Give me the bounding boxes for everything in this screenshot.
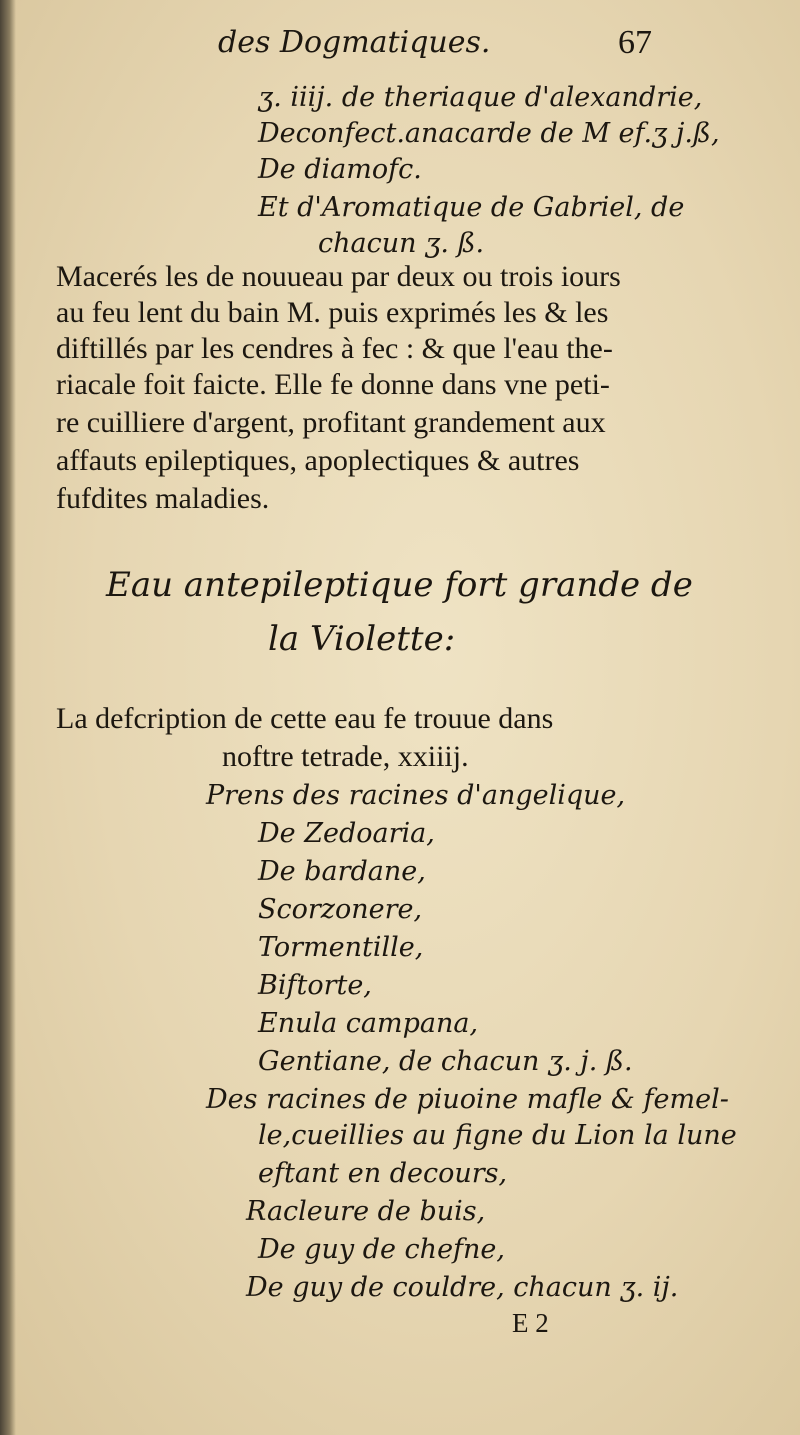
recipe-line: chacun ʒ. ß.: [318, 228, 485, 259]
recipe-line: De bardane,: [258, 856, 426, 887]
recipe-line: Gentiane, de chacun ʒ. j. ß.: [258, 1046, 633, 1077]
recipe-line: Et d'Aromatique de Gabriel, de: [258, 192, 685, 223]
recipe-line: le,cueillies au figne du Lion la lune: [258, 1120, 737, 1151]
recipe-line: De Zedoaria,: [258, 818, 435, 849]
recipe-line: Tormentille,: [258, 932, 424, 963]
page-gutter-shadow: [0, 0, 16, 1435]
running-title: des Dogmatiques.: [218, 25, 491, 60]
section-title: la Violette:: [268, 619, 456, 659]
recipe-line: Scorzonere,: [258, 894, 423, 925]
body-text-line: affauts epileptiques, apoplectiques & autres: [56, 444, 580, 477]
signature-mark: E 2: [512, 1308, 549, 1338]
section-title: Eau antepileptique fort grande de: [106, 565, 693, 605]
recipe-line: De guy de couldre, chacun ʒ. ij.: [246, 1272, 679, 1303]
body-text-line: riacale foit faicte. Elle fe donne dans vne peti-: [56, 368, 610, 401]
body-text-line: re cuilliere d'argent, profitant grandement aux: [56, 406, 606, 439]
page-number: 67: [618, 24, 652, 61]
recipe-line: De diamofc.: [258, 154, 422, 185]
recipe-line: Des racines de piuoine mafle & femel-: [206, 1084, 729, 1115]
recipe-line: eftant en decours,: [258, 1158, 508, 1189]
body-text-line: Macerés les de nouueau par deux ou trois iours: [56, 260, 621, 293]
body-text-line: La defcription de cette eau fe trouue dans: [56, 702, 554, 735]
body-text-line: fufdites maladies.: [56, 482, 270, 515]
recipe-line: Biftorte,: [258, 970, 372, 1001]
body-text-line: au feu lent du bain M. puis exprimés les & les: [56, 296, 609, 329]
body-text-line: noftre tetrade, xxiiij.: [222, 740, 469, 773]
recipe-line: Prens des racines d'angelique,: [206, 780, 626, 811]
recipe-line: Deconfect.anacarde de M ef.ʒ j.ß,: [258, 118, 720, 149]
recipe-line: Racleure de buis,: [246, 1196, 486, 1227]
recipe-line: Enula campana,: [258, 1008, 479, 1039]
recipe-line: De guy de chefne,: [258, 1234, 505, 1265]
body-text-line: diftillés par les cendres à fec : & que l'eau the-: [56, 332, 613, 365]
recipe-line: ʒ. iiij. de theriaque d'alexandrie,: [258, 82, 703, 113]
